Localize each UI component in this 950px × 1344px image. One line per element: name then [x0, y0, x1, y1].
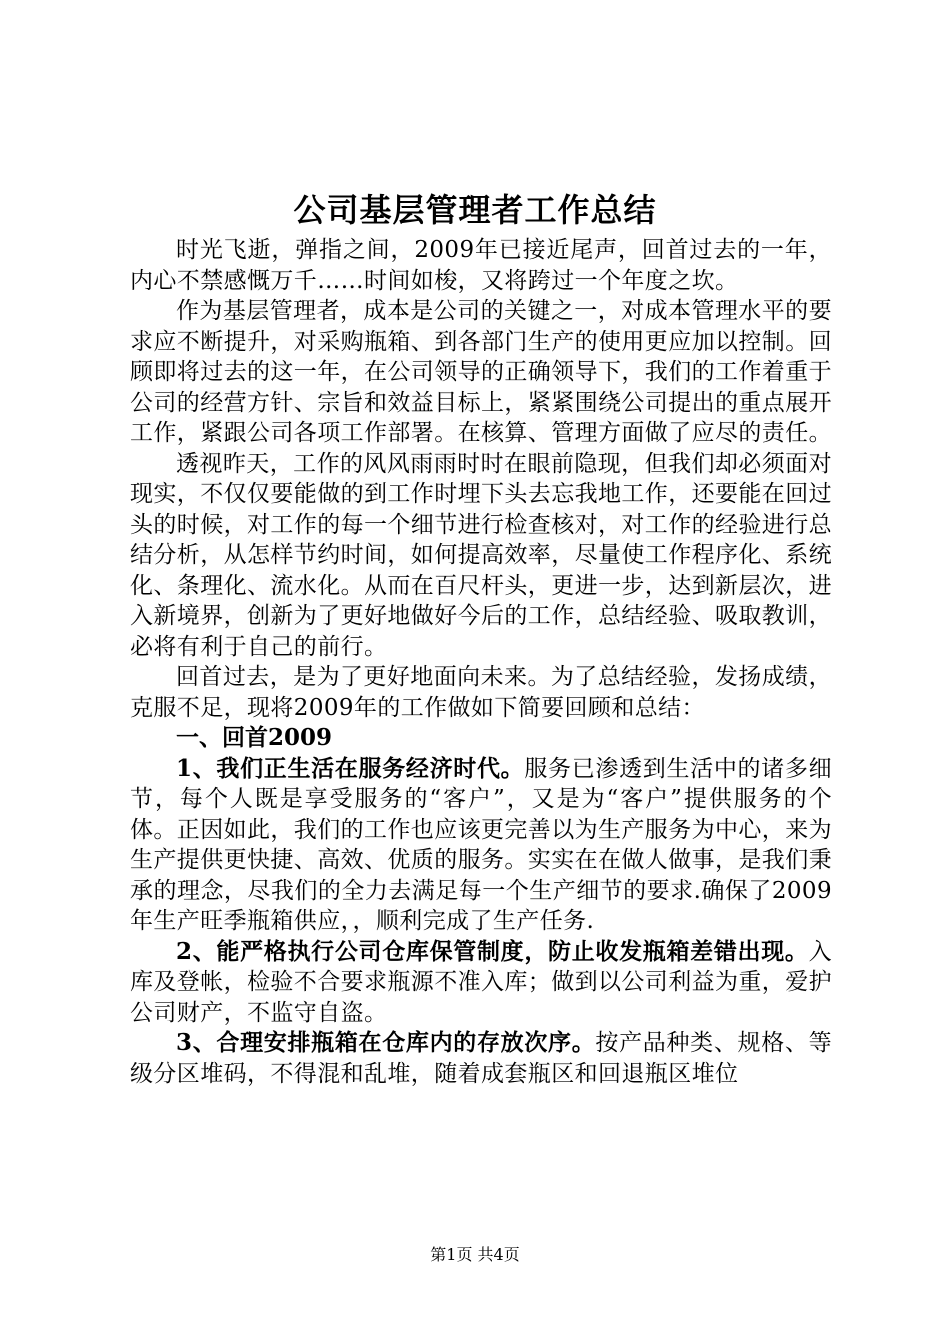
item-lead: 3、合理安排瓶箱在仓库内的存放次序。: [176, 1029, 596, 1056]
paragraph-cost-management: 作为基层管理者，成本是公司的关键之一，对成本管理水平的要求应不断提升，对采购瓶箱、到各部门生产的使用更应加以控制。回顾即将过去的这一年，在公司领导的正确领导下，我们的工作着重于公司的经营方针、宗旨和效益目标上，紧紧围绕公司提出的重点展开工作，紧跟公司各项工作部署。在核算、管理方面做了应尽的责任。: [130, 298, 832, 446]
page-footer: 第1页 共4页: [430, 1245, 520, 1264]
item-text: 服务已渗透到生活中的诸多细节，每个人既是享受服务的“客户”，又是为“客户”提供服务的个体。正因如此，我们的工作也应该更完善以为生产服务为中心，来为生产提供更快捷、高效、优质的服务。实实在在做人做事，是我们秉承的理念，尽我们的全力去满足每一个生产细节的要求.确保了2009年生产旺季瓶箱供应，，顺利完成了生产任务.: [130, 755, 832, 934]
list-item: [130, 937, 832, 1029]
list-item: [130, 1028, 832, 1089]
document-title: 公司基层管理者工作总结: [293, 191, 657, 229]
item-text: 入库及登帐，检验不合要求瓶源不准入库；做到以公司利益为重，爱护公司财产，不监守自盗。: [130, 938, 832, 1026]
list-item: [130, 754, 832, 937]
item-lead: 2、能严格执行公司仓库保管制度，防止收发瓶箱差错出现。: [176, 937, 809, 965]
document-body: [130, 235, 832, 1089]
paragraph-reflection: 透视昨天，工作的风风雨雨时时在眼前隐现，但我们却必须面对现实，不仅仅要能做的到工作时埋下头去忘我地工作，还要能在回过头的时候，对工作的每一个细节进行检查核对，对工作的经验进行总结分析，从怎样节约时间，如何提高效率，尽量使工作程序化、系统化、条理化、流水化。从而在百尺杆头，更进一步，达到新层次，进入新境界，创新为了更好地做好今后的工作，总结经验、吸取教训，必将有利于自己的前行。: [130, 450, 832, 660]
item-text: 按产品种类、规格、等级分区堆码，不得混和乱堆，随着成套瓶区和回退瓶区堆位: [130, 1030, 832, 1087]
item-lead: 1、我们正生活在服务经济时代。: [176, 754, 525, 782]
paragraph-intro: 时光飞逝，弹指之间，2009年已接近尾声，回首过去的一年，内心不禁感慨万千……时间如梭，又将跨过一个年度之坎。: [130, 237, 832, 294]
section-heading: 一、回首2009: [176, 724, 333, 751]
paragraph-summary-intro: 回首过去，是为了更好地面向未来。为了总结经验，发扬成绩，克服不足，现将2009年的工作做如下简要回顾和总结：: [130, 664, 832, 721]
